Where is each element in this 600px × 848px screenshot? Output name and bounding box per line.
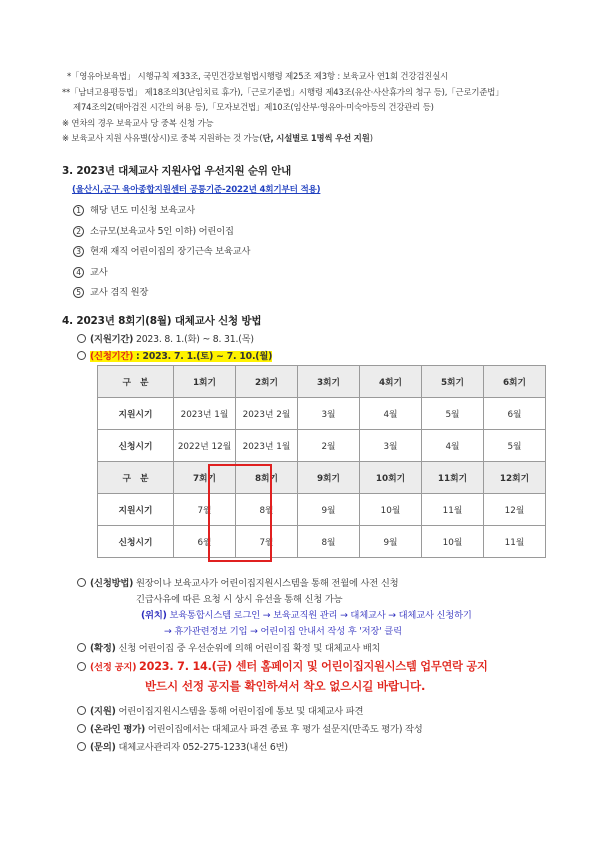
round-cell: 2회기	[236, 366, 298, 398]
apply-period-value: : 2023. 7. 1.(토) ~ 7. 10.(월)	[136, 351, 273, 362]
location-label: (위치)	[141, 610, 167, 621]
table-cell: 2023년 1월	[174, 398, 236, 430]
circle-bullet-icon	[77, 643, 86, 652]
circle-bullet-icon	[77, 706, 86, 715]
table-cell: 2023년 1월	[236, 430, 298, 462]
priority-text-5: 교사 겸직 원장	[90, 287, 149, 298]
table-cell: 10월	[360, 494, 422, 526]
table-cell: 9월	[360, 526, 422, 558]
method-label: (신청방법)	[90, 578, 134, 589]
inquiry-line	[77, 739, 288, 753]
support-label: (지원)	[90, 706, 116, 717]
current-round-highlight	[208, 464, 272, 562]
circle-bullet-icon	[77, 724, 86, 733]
confirm-label: (확정)	[90, 643, 116, 654]
section3-subtitle: (울산시,군구 육아종합지원센터 공통기준-2022년 4회기부터 적용)	[72, 185, 321, 195]
announce-text: 2023. 7. 14.(금) 센터 홈페이지 및 어린이집지원시스템 업무연락 공지	[139, 660, 488, 673]
priority-text-1: 해당 년도 미신청 보육교사	[90, 205, 195, 216]
round-cell: 12회기	[484, 462, 546, 494]
apply-period	[77, 348, 272, 362]
priority-text-3: 현재 재직 어린이집의 장기근속 보육교사	[90, 246, 251, 257]
table-cell: 6월	[484, 398, 546, 430]
announce-notice: 반드시 선정 공지를 확인하셔서 착오 없으시길 바랍니다.	[145, 679, 426, 693]
circle-bullet-icon	[77, 662, 86, 671]
table-cell: 12월	[484, 494, 546, 526]
footnote-5-text: ※ 보육교사 지원 사유별(상시)로 중복 지원하는 것 가능(	[62, 133, 263, 143]
table-cell: 7월	[236, 526, 298, 558]
footnote-5-end: )	[369, 133, 373, 143]
table-cell: 2022년 12월	[174, 430, 236, 462]
apply-row-label: 신청시기	[98, 526, 174, 558]
priority-item-4	[73, 264, 108, 278]
support-row-label: 지원시기	[98, 494, 174, 526]
round-cell: 3회기	[298, 366, 360, 398]
table-row	[98, 526, 546, 558]
table-cell: 5월	[422, 398, 484, 430]
priority-item-3	[73, 243, 250, 257]
round-cell: 4회기	[360, 366, 422, 398]
priority-item-1	[73, 202, 195, 216]
support-row-label: 지원시기	[98, 398, 174, 430]
schedule-table	[97, 365, 546, 558]
table-cell: 2월	[298, 430, 360, 462]
circle-bullet-icon	[77, 578, 86, 587]
header-label: 구분	[98, 366, 174, 398]
announce-label: (선정 공지)	[90, 662, 137, 673]
round-cell: 10회기	[360, 462, 422, 494]
round-cell: 9회기	[298, 462, 360, 494]
confirm-line	[77, 640, 380, 654]
round-cell: 1회기	[174, 366, 236, 398]
number-3-icon: 3	[73, 246, 84, 257]
table-cell: 10월	[422, 526, 484, 558]
support-line	[77, 703, 363, 717]
table-cell: 7월	[174, 494, 236, 526]
table-cell: 11월	[422, 494, 484, 526]
support-period-label: (지원기간)	[90, 334, 134, 345]
support-period	[77, 331, 254, 345]
table-cell: 3월	[298, 398, 360, 430]
location-line-2: → 휴가관련정보 기입 → 어린이집 안내서 작성 후 '저장' 클릭	[164, 626, 402, 637]
number-2-icon: 2	[73, 226, 84, 237]
footnote-5-bold: 단, 시설별로 1명씩 우선 지원	[262, 133, 370, 143]
table-cell: 11월	[484, 526, 546, 558]
section3-title: 3. 2023년 대체교사 지원사업 우선지원 순위 안내	[62, 165, 292, 177]
round-cell: 8회기	[236, 462, 298, 494]
circle-bullet-icon	[77, 351, 86, 360]
footnote-5	[62, 132, 373, 144]
method-text-1: 원장이나 보육교사가 어린이집지원시스템을 통해 전월에 사전 신청	[136, 578, 399, 589]
table-cell: 4월	[422, 430, 484, 462]
round-cell: 6회기	[484, 366, 546, 398]
inquiry-label: (문의)	[90, 742, 116, 753]
table-row	[98, 398, 546, 430]
priority-text-2: 소규모(보육교사 5인 이하) 어린이집	[90, 226, 234, 237]
table-cell: 6월	[174, 526, 236, 558]
table-cell: 3월	[360, 430, 422, 462]
circle-bullet-icon	[77, 334, 86, 343]
table-row	[98, 366, 546, 398]
confirm-text: 신청 어린이집 중 우선순위에 의해 어린이집 확정 및 대체교사 배치	[118, 643, 381, 654]
table-row	[98, 494, 546, 526]
section4-title: 4. 2023년 8회기(8월) 대체교사 신청 방법	[62, 315, 262, 327]
inquiry-text: 대체교사관리자 052-275-1233(내선 6번)	[118, 742, 288, 753]
footnote-1: *「영유아보육법」 시행규칙 제33조, 국민건강보험법시행령 제25조 제3항 : 보육교사 연1회 건강검진실시	[67, 71, 449, 81]
table-cell: 2023년 2월	[236, 398, 298, 430]
method-line-2: 긴급사유에 따른 요청 시 상시 유선을 통해 신청 가능	[136, 594, 343, 605]
round-cell: 7회기	[174, 462, 236, 494]
priority-item-5	[73, 284, 148, 298]
announce-line	[77, 658, 488, 674]
support-period-value: 2023. 8. 1.(화) ~ 8. 31.(목)	[136, 334, 254, 345]
table-cell: 8월	[236, 494, 298, 526]
table-cell: 9월	[298, 494, 360, 526]
priority-text-4: 교사	[90, 267, 108, 278]
number-1-icon: 1	[73, 205, 84, 216]
round-cell: 5회기	[422, 366, 484, 398]
online-eval-text: 어린이집에서는 대체교사 파견 종료 후 평가 설문지(만족도 평가) 작성	[147, 724, 423, 735]
support-text: 어린이집지원시스템을 통해 어린이집에 통보 및 대체교사 파견	[118, 706, 364, 717]
online-eval-line	[77, 721, 423, 735]
number-5-icon: 5	[73, 287, 84, 298]
priority-item-2	[73, 223, 234, 237]
footnote-4: ※ 연차의 경우 보육교사 당 중복 신청 가능	[62, 118, 214, 128]
apply-period-label: (신청기간)	[90, 351, 134, 362]
header-label: 구분	[98, 462, 174, 494]
footnote-3: 제74조의2(태아검진 시간의 허용 등),「모자보건법」제10조(임산부·영유아·미숙아등의 건강관리 등)	[73, 102, 434, 112]
table-cell: 4월	[360, 398, 422, 430]
location-text-1: 보육통합시스템 로그인 → 보육교직원 관리 → 대체교사 → 대체교사 신청하기	[169, 610, 472, 621]
round-cell: 11회기	[422, 462, 484, 494]
table-cell: 5월	[484, 430, 546, 462]
footnote-2: **「남녀고용평등법」 제18조의3(난임치료 휴가),「근로기준법」시행령 제43조(유산·사산휴가의 청구 등),「근로기준법」	[62, 87, 504, 97]
table-cell: 8월	[298, 526, 360, 558]
table-row	[98, 462, 546, 494]
table-row	[98, 430, 546, 462]
circle-bullet-icon	[77, 742, 86, 751]
apply-row-label: 신청시기	[98, 430, 174, 462]
online-eval-label: (온라인 평가)	[90, 724, 146, 735]
number-4-icon: 4	[73, 267, 84, 278]
location-line-1	[141, 607, 472, 621]
method-line-1	[77, 575, 398, 589]
